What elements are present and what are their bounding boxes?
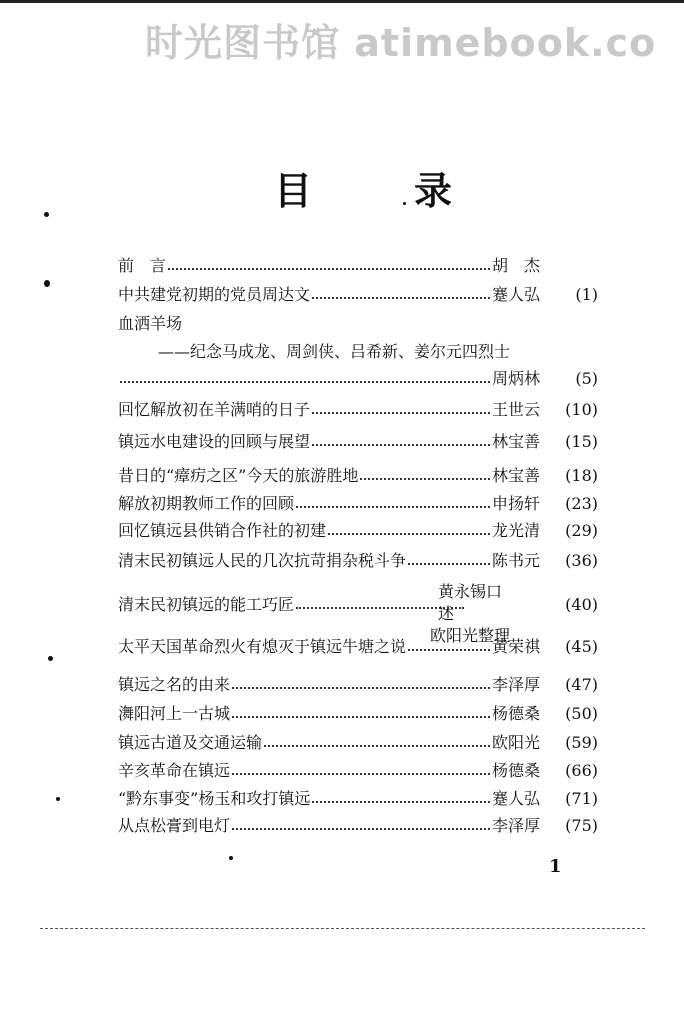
entry-page: (18) <box>565 466 598 485</box>
dot-leader <box>232 687 490 689</box>
dot-leader <box>312 412 490 414</box>
entry-author: 王世云 <box>492 400 541 419</box>
entry-title: 解放初期教师工作的回顾 <box>118 494 295 513</box>
scan-speck <box>44 280 50 287</box>
toc-entry <box>118 492 598 516</box>
entry-page: (15) <box>565 432 598 451</box>
entry-page: (29) <box>565 521 598 540</box>
entry-page: (50) <box>565 704 598 723</box>
toc-entry <box>118 593 598 617</box>
dot-leader <box>232 828 490 830</box>
toc-entry <box>118 549 598 573</box>
dot-leader <box>408 649 490 651</box>
entry-page: (36) <box>565 551 598 570</box>
entry-title: 镇远古道及交通运输 <box>118 733 263 752</box>
entry-page: (1) <box>575 285 598 304</box>
toc-entry <box>118 398 598 422</box>
entry-author: 陈书元 <box>492 551 541 570</box>
entry-title: 回忆镇远县供销合作社的初建 <box>118 521 327 540</box>
entry-author: 李泽厚 <box>492 675 541 694</box>
bottom-rule <box>40 928 645 929</box>
dot-leader <box>360 478 490 480</box>
top-border-line <box>0 0 684 3</box>
dot-leader <box>312 297 490 299</box>
dot-leader <box>296 607 464 609</box>
entry-subtitle: ——纪念马成龙、周剑侠、吕希新、姜尔元四烈士 <box>158 342 511 361</box>
dot-leader <box>328 533 490 535</box>
entry-title: 昔日的“瘴疠之区”今天的旅游胜地 <box>118 466 359 485</box>
entry-page: (40) <box>565 595 598 614</box>
entry-author: 杨德桑 <box>492 761 541 780</box>
dot-leader <box>232 716 490 718</box>
toc-entry <box>118 635 598 659</box>
entry-author: 龙光清 <box>492 521 541 540</box>
toc-entry <box>118 814 598 838</box>
dot-leader <box>408 563 490 565</box>
entry-title: 中共建党初期的党员周达文 <box>118 285 311 304</box>
entry-narrator: 黄永锡口述 <box>438 582 503 623</box>
watermark-text: 时光图书馆 atimebook.co <box>145 21 657 65</box>
dot-leader <box>120 381 490 383</box>
title-char-2: 录 <box>414 169 453 213</box>
entry-author: 李泽厚 <box>492 816 541 835</box>
entry-page: (66) <box>565 761 598 780</box>
page-title <box>0 160 684 213</box>
watermark-band <box>0 0 684 70</box>
entry-page: (59) <box>565 733 598 752</box>
entry-title: 清末民初镇远人民的几次抗苛捐杂税斗争 <box>118 551 407 570</box>
entry-author: 蹇人弘 <box>492 285 541 304</box>
entry-author: 林宝善 <box>492 432 541 451</box>
toc-entry <box>118 430 598 454</box>
entry-page: (71) <box>565 789 598 808</box>
dot-leader <box>264 745 490 747</box>
scan-speck <box>403 202 406 205</box>
toc-entry <box>118 702 598 726</box>
dot-leader <box>296 506 490 508</box>
toc-entry <box>118 367 598 391</box>
scan-speck <box>56 797 60 801</box>
scan-speck <box>48 656 53 661</box>
entry-title: “黔东事变”杨玉和攻打镇远 <box>118 789 311 808</box>
dot-leader <box>232 773 490 775</box>
entry-author: 杨德桑 <box>492 704 541 723</box>
toc-entry <box>118 254 598 278</box>
entry-author: 胡 杰 <box>492 256 541 275</box>
entry-author: 林宝善 <box>492 466 541 485</box>
entry-page: (10) <box>565 400 598 419</box>
entry-title: 镇远之名的由来 <box>118 675 231 694</box>
entry-page: (23) <box>565 494 598 513</box>
dot-leader <box>312 801 490 803</box>
toc-entry <box>118 787 598 811</box>
entry-author: 欧阳光 <box>492 733 541 752</box>
entry-editor: 欧阳光整理 <box>430 626 511 645</box>
scan-speck <box>44 212 49 217</box>
entry-title: 前 言 <box>118 256 167 275</box>
toc-entry <box>118 464 598 488</box>
entry-author: 周炳林 <box>492 369 541 388</box>
scan-speck <box>229 856 233 860</box>
entry-author: 黄荣祺 <box>492 637 541 656</box>
entry-author: 申扬轩 <box>492 494 541 513</box>
toc-entry <box>118 731 598 755</box>
entry-title: 太平天国革命烈火有熄灭于镇远牛塘之说 <box>118 637 407 656</box>
entry-page: (45) <box>565 637 598 656</box>
page-number: 1 <box>549 856 562 877</box>
toc-entry <box>118 519 598 543</box>
dot-leader <box>168 268 490 270</box>
entry-page: (5) <box>575 369 598 388</box>
entry-page: (75) <box>565 816 598 835</box>
entry-title: 清末民初镇远的能工巧匠 <box>118 595 295 614</box>
entry-title: 从点松膏到电灯 <box>118 816 231 835</box>
entry-page: (47) <box>565 675 598 694</box>
entry-title: 回忆解放初在羊满哨的日子 <box>118 400 311 419</box>
entry-title: 血洒羊场 <box>118 314 183 333</box>
toc-entry <box>118 283 598 307</box>
toc-entry <box>118 673 598 697</box>
dot-leader <box>312 444 490 446</box>
entry-author: 蹇人弘 <box>492 789 541 808</box>
toc-entry <box>118 759 598 783</box>
entry-title: 辛亥革命在镇远 <box>118 761 231 780</box>
title-char-1: 目 <box>274 169 313 213</box>
entry-title: 镇远水电建设的回顾与展望 <box>118 432 311 451</box>
entry-title: 㵲阳河上一古城 <box>118 704 231 723</box>
